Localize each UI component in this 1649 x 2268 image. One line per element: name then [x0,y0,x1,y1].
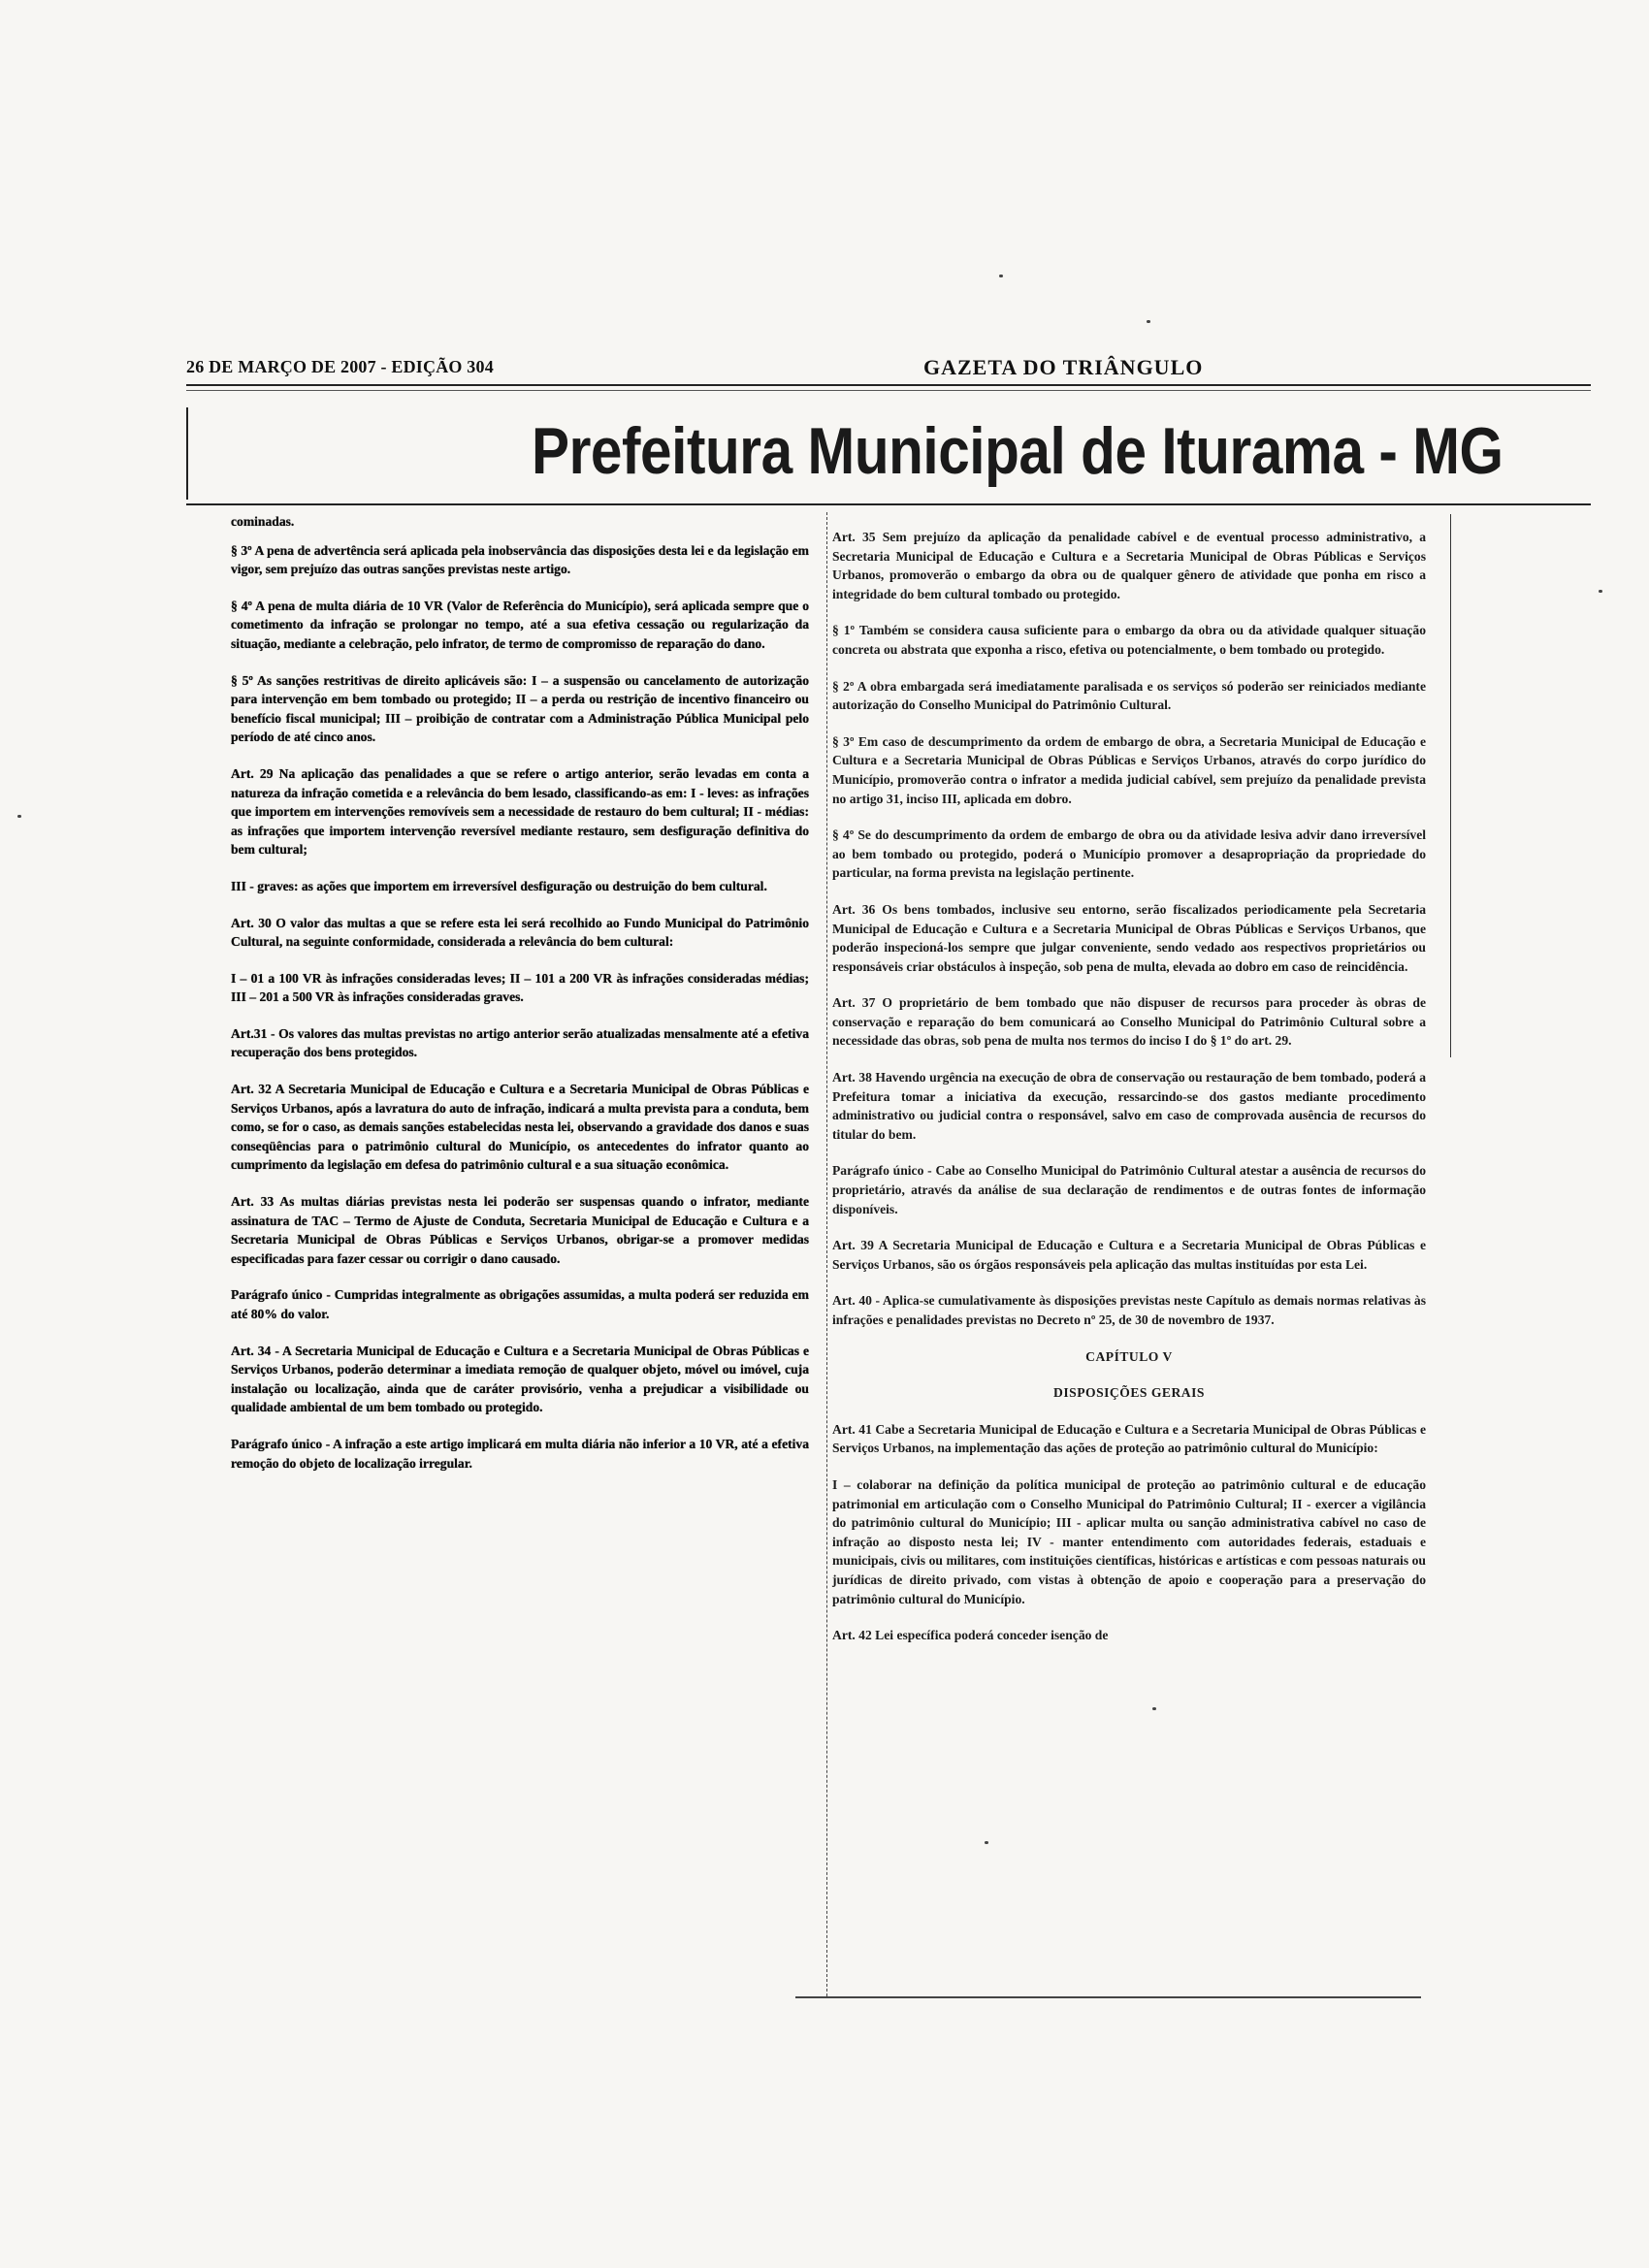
paragraph: Art. 40 - Aplica-se cumulativamente às disposições previstas neste Capítulo as demais normas relativas às infrações e penalidades previstas no Decreto nº 25, de 30 de novembro de 1937. [832,1293,1426,1327]
scan-speck [1599,590,1602,593]
paragraph: I – colaborar na definição da política municipal de proteção ao patrimônio cultural e de educação patrimonial em articulação com o Conselho Municipal do Patrimônio Cultural; II - exercer a vigilância do patrimônio cultural do Município; III - aplicar multa ou sanção administrativa cabível no caso de infração ao disposto nesta lei; IV - manter entendimento com autoridades federais, estaduais e municipais, civis ou militares, com instituições científicas, históricas e artísticas e com pessoas naturais ou jurídicas de direito privado, com vistas à obtenção de apoio e cooperação para a preservação do patrimônio cultural do Município. [832,1476,1426,1606]
paragraph: Art. 33 As multas diárias previstas nesta lei poderão ser suspensas quando o infrator, mediante assinatura de TAC – Termo de Ajuste de Conduta, Secretaria Municipal de Educação e Cultura e a Secretaria Municipal de Obras Públicas e Serviços Urbanos, obrigar-se a promover medidas especificadas para fazer cessar ou corrigir o dano causado. [231,1194,809,1266]
paragraph: cominadas. [231,514,295,529]
paragraph: Parágrafo único - A infração a este artigo implicará em multa diária não inferior a 10 VR, até a efetiva remoção do objeto de localização irregular. [231,1436,809,1471]
header-rule-secondary [186,390,1591,391]
paragraph: Art. 36 Os bens tombados, inclusive seu entorno, serão fiscalizados periodicamente pela Secretaria Municipal de Educação e Cultura e a Secretaria Municipal de Obras Públicas e Serviços Urbanos, que poderão inspecioná-los sempre que julgar conveniente, sendo vedado aos respectivos proprietários ou responsáveis criar obstáculos à inspeção, sob pena de multa, elevada ao dobro em caso de reincidência. [832,901,1426,974]
paragraph: Parágrafo único - Cabe ao Conselho Municipal do Patrimônio Cultural atestar a ausência de recursos do proprietário, através da análise de sua declaração de rendimentos e de outras fontes de informação disponíveis. [832,1163,1426,1216]
paragraph: Art. 29 Na aplicação das penalidades a que se refere o artigo anterior, serão levadas em conta a natureza da infração cometida e a relevância do bem lesado, classificando-as em: I - leves: as infrações que importem em intervenções removíveis sem a necessidade de restauro do bem cultural; II - médias: as infrações que importem intervenção reversível mediante restauro, sem desfiguração definitiva do bem cultural; [231,765,809,858]
column-divider [826,512,828,1996]
header-rule [186,384,1591,386]
page-title: Prefeitura Municipal de Iturama - MG [532,414,1504,488]
right-column [832,528,1426,1663]
edition-date: 26 DE MARÇO DE 2007 - EDIÇÃO 304 [186,357,494,376]
left-column [231,512,809,1490]
scan-speck [999,275,1003,277]
bottom-rule [795,1996,1421,1998]
scan-speck [1152,1707,1156,1710]
paragraph: § 2º A obra embargada será imediatamente paralisada e os serviços só poderão ser reiniciados mediante autorização do Conselho Municipal do Patrimônio Cultural. [832,678,1426,713]
paragraph: § 3º Em caso de descumprimento da ordem de embargo de obra, a Secretaria Municipal de Educação e Cultura e a Secretaria Municipal de Obras Públicas e Serviços Urbanos, através do corpo jurídico do Município, promoverão contra o infrator a medida judicial cabível, sem prejuízo da penalidade prevista no artigo 31, inciso III, aplicada em dobro. [832,733,1426,806]
newspaper-name: GAZETA DO TRIÂNGULO [923,355,1204,379]
paragraph: § 5º As sanções restritivas de direito aplicáveis são: I – a suspensão ou cancelamento de autorização para intervenção em bem tombado ou protegido; II – a perda ou restrição de incentivo financeiro ou benefício fiscal municipal; III – proibição de contratar com a Administração Pública Municipal pelo período de até cinco anos. [231,672,809,745]
paragraph: Art.31 - Os valores das multas previstas no artigo anterior serão atualizadas mensalmente até a efetiva recuperação dos bens protegidos. [231,1025,809,1060]
paragraph: Art. 38 Havendo urgência na execução de obra de conservação ou restauração de bem tombado, poderá a Prefeitura tomar a iniciativa da execução, ressarcindo-se dos gastos mediante procedimento administrativo ou judicial contra o responsável, salvo em caso de comprovada ausência de recursos do titular do bem. [832,1070,1426,1142]
paragraph: Art. 42 Lei específica poderá conceder isenção de [832,1628,1109,1643]
paragraph: Art. 35 Sem prejuízo da aplicação da penalidade cabível e de eventual processo administrativo, a Secretaria Municipal de Educação e Cultura e a Secretaria Municipal de Obras Públicas e Serviços Urbanos, promoverão o embargo da obra ou de qualquer gênero de atividade que ponha em risco a integridade do bem cultural tombado ou protegido. [832,530,1426,601]
scan-speck [985,1841,988,1844]
paragraph: III - graves: as ações que importem em irreversível desfiguração ou destruição do bem cultural. [231,878,767,893]
paragraph: Art. 30 O valor das multas a que se refere esta lei será recolhido ao Fundo Municipal do Patrimônio Cultural, na seguinte conformidade, considerada a relevância do bem cultural: [231,915,809,950]
paragraph: § 4º Se do descumprimento da ordem de embargo de obra ou da atividade lesiva advir dano irreversível ao bem tombado ou protegido, poderá o Município promover a desapropriação da propriedade do particular, na forma prevista na legislação pertinente. [832,827,1426,881]
paragraph: § 1º Também se considera causa suficiente para o embargo da obra ou da atividade qualquer situação concreta ou abstrata que exponha a risco, efetiva ou potencialmente, o bem tombado ou protegido. [832,623,1426,657]
chapter-heading: CAPÍTULO V [1085,1348,1173,1364]
paragraph: Art. 37 O proprietário de bem tombado que não dispuser de recursos para proceder às obras de conservação e reparação do bem comunicará ao Conselho Municipal do Patrimônio Cultural sobre a necessidade das obras, sob pena de multa nos termos do inciso I do § 1º do art. 29. [832,995,1426,1049]
paragraph: Art. 39 A Secretaria Municipal de Educação e Cultura e a Secretaria Municipal de Obras Públicas e Serviços Urbanos, são os órgãos responsáveis pela aplicação das multas instituídas por esta Lei. [832,1238,1426,1272]
scan-speck [17,815,21,818]
page-edge-line [1450,514,1451,1057]
paragraph: I – 01 a 100 VR às infrações consideradas leves; II – 101 a 200 VR às infrações consideradas médias; III – 201 a 500 VR às infrações consideradas graves. [231,970,809,1005]
paragraph: Art. 34 - A Secretaria Municipal de Educação e Cultura e a Secretaria Municipal de Obras Públicas e Serviços Urbanos, poderão determinar a imediata remoção de qualquer objeto, móvel ou imóvel, cuja instalação ou localização, ainda que de caráter provisório, venha a prejudicar a visibilidade ou qualidade ambiental de um bem tombado ou protegido. [231,1343,809,1415]
section-heading: DISPOSIÇÕES GERAIS [1053,1385,1205,1401]
paragraph: § 4º A pena de multa diária de 10 VR (Valor de Referência do Município), será aplicada sempre que o cometimento da infração se prolongar no tempo, até a sua efetiva cessação ou regularização da situação, mediante a celebração, pelo infrator, de termo de compromisso de reparação do dano. [231,598,809,651]
banner-rule [186,503,1591,505]
scan-speck [1147,320,1150,323]
paragraph: Art. 41 Cabe a Secretaria Municipal de Educação e Cultura e a Secretaria Municipal de Obras Públicas e Serviços Urbanos, na implementação das ações de proteção ao patrimônio cultural do Município: [832,1421,1426,1456]
paragraph: Parágrafo único - Cumpridas integralmente as obrigações assumidas, a multa poderá ser reduzida em até 80% do valor. [231,1287,809,1321]
paragraph: § 3º A pena de advertência será aplicada pela inobservância das disposições desta lei e da legislação em vigor, sem prejuízo das outras sanções previstas neste artigo. [231,542,809,577]
paragraph: Art. 32 A Secretaria Municipal de Educação e Cultura e a Secretaria Municipal de Obras Públicas e Serviços Urbanos, após a lavratura do auto de infração, indicará a multa prevista para a conduta, bem como, se for o caso, as demais sanções estabelecidas nesta lei, observando a gravidade dos danos e suas conseqüências para o patrimônio cultural do Município, os antecedentes do infrator quanto ao cumprimento da legislação em defesa do patrimônio cultural e a sua situação econômica. [231,1082,809,1173]
newspaper-header [186,351,1583,380]
